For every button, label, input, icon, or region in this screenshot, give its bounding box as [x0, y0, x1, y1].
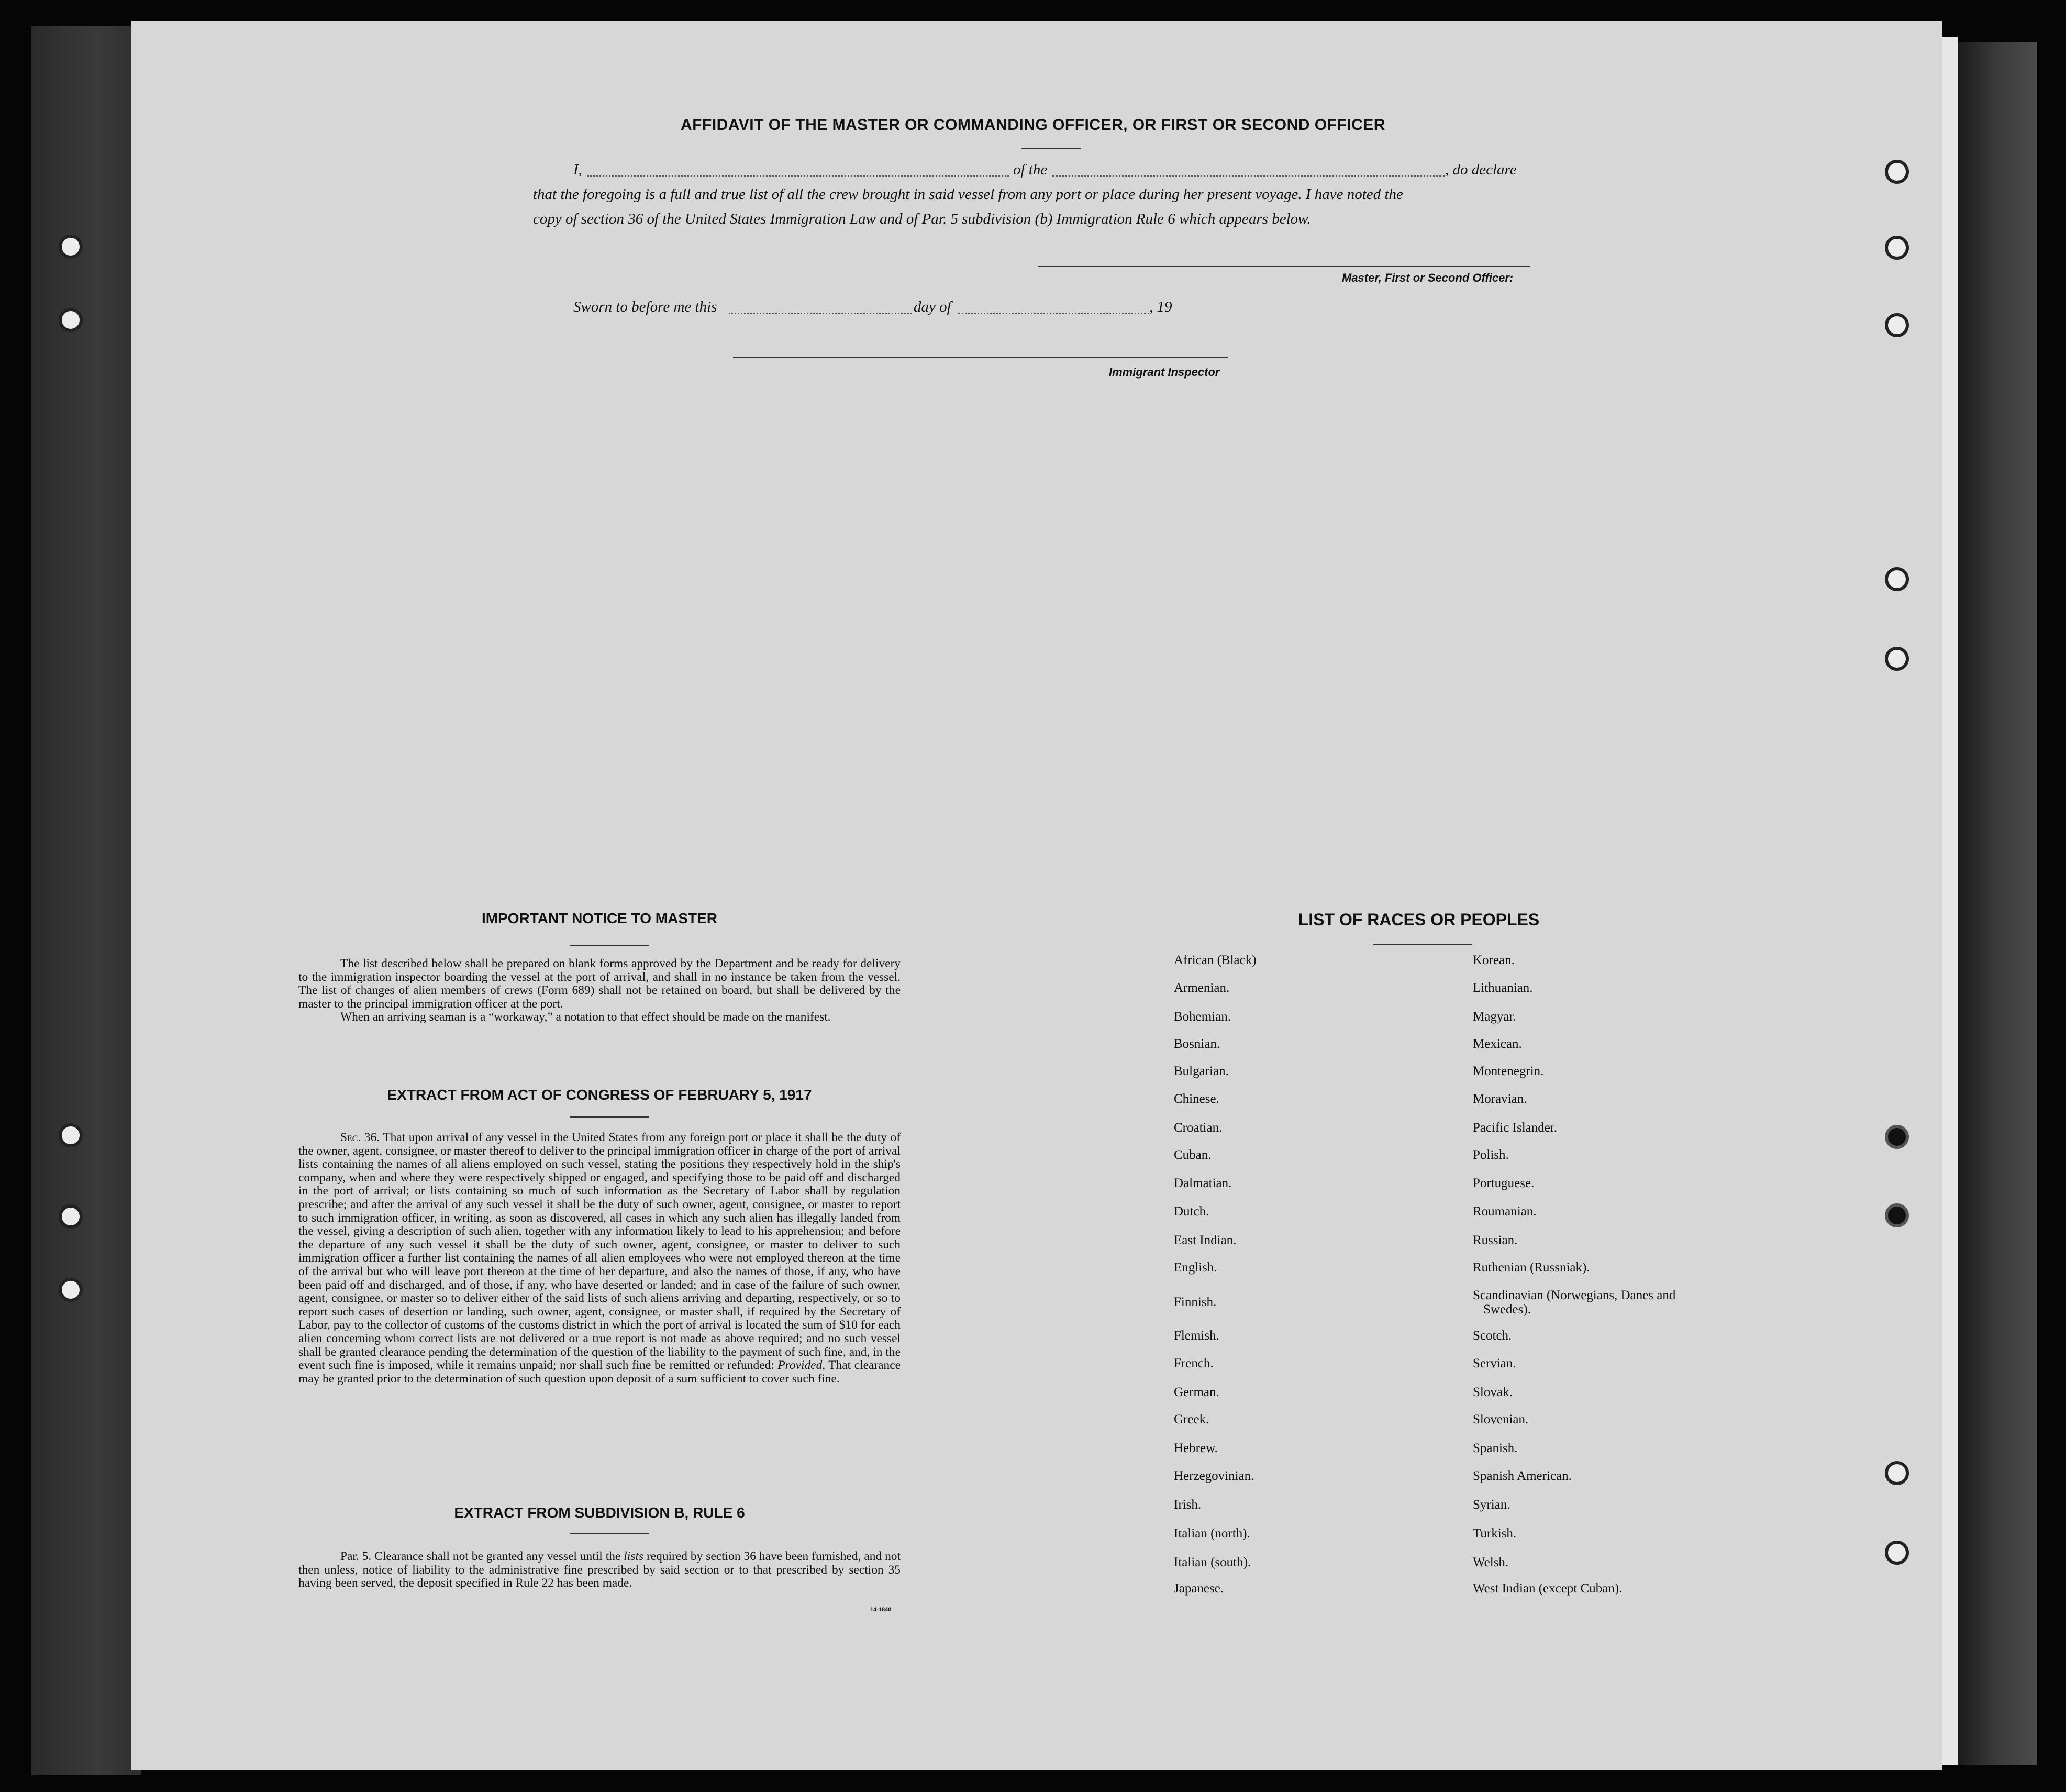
race-item: Dutch.	[1174, 1204, 1209, 1219]
inspector-label: Immigrant Inspector	[1109, 366, 1220, 379]
month-blank	[958, 313, 1149, 314]
race-item: Chinese.	[1174, 1092, 1219, 1106]
extract-act-rule	[570, 1116, 649, 1118]
race-item: Irish.	[1174, 1498, 1202, 1512]
notice-body	[298, 957, 901, 1024]
race-item: Cuban.	[1174, 1148, 1212, 1162]
races-rule	[1373, 944, 1472, 945]
race-item: Bohemian.	[1174, 1010, 1231, 1024]
extract-act-title: EXTRACT FROM ACT OF CONGRESS OF FEBRUARY 5, 1917	[387, 1087, 812, 1103]
race-item: Korean.	[1473, 953, 1515, 967]
binder-hole	[59, 308, 83, 332]
binder-hole	[1885, 1203, 1909, 1227]
name-blank	[587, 175, 1009, 177]
race-item: Russian.	[1473, 1233, 1518, 1247]
notice-paragraph: When an arriving seaman is a “workaway,” a notation to that effect should be made on the manifest.	[340, 1010, 831, 1024]
binder-hole	[1885, 647, 1909, 671]
inspector-signature-line	[733, 357, 1228, 358]
race-item: Magyar.	[1473, 1010, 1516, 1024]
binder-hole	[59, 1123, 83, 1147]
race-item: Italian (south).	[1174, 1555, 1251, 1569]
race-item: Bulgarian.	[1174, 1064, 1229, 1078]
race-item: Slovak.	[1473, 1385, 1513, 1399]
affidavit-line-2: that the foregoing is a full and true list of all the crew brought in said vessel from any port or place during her present voyage. I have noted the	[533, 186, 1403, 203]
race-item: Spanish American.	[1473, 1469, 1572, 1483]
right-binding	[1958, 42, 2037, 1765]
race-item: Scandinavian (Norwegians, Danes and Swedes).	[1473, 1288, 1676, 1317]
notice-rule	[570, 945, 649, 946]
extract-rule-body	[298, 1550, 901, 1590]
binder-hole	[1885, 236, 1909, 260]
sworn-year: , 19	[1149, 298, 1172, 315]
race-item: Japanese.	[1174, 1581, 1224, 1596]
vessel-blank	[1052, 175, 1445, 177]
binder-hole	[59, 1278, 83, 1302]
notice-title: IMPORTANT NOTICE TO MASTER	[481, 910, 718, 926]
affidavit-title: AFFIDAVIT OF THE MASTER OR COMMANDING OFFICER, OR FIRST OR SECOND OFFICER	[681, 116, 1385, 134]
race-item: Italian (north).	[1174, 1526, 1250, 1541]
race-item: Bosnian.	[1174, 1037, 1220, 1051]
affidavit-line-3: copy of section 36 of the United States Immigration Law and of Par. 5 subdivision (b) Immigration Rule 6 which appears below.	[533, 211, 1311, 227]
binder-hole	[59, 1204, 83, 1229]
section-label: Sec.	[340, 1131, 361, 1144]
master-label: Master, First or Second Officer:	[1342, 271, 1514, 284]
race-item: English.	[1174, 1260, 1217, 1275]
race-item: Montenegrin.	[1473, 1064, 1544, 1078]
race-item: Croatian.	[1174, 1121, 1223, 1135]
race-item: Polish.	[1473, 1148, 1509, 1162]
race-item: Finnish.	[1174, 1295, 1217, 1309]
rule-text-b: required by section 36 have been furnished, and not then unless, notice of liability to the administrative fine prescribed by said section or to that prescribed by section 35 having been served, the deposit specified in Rule 22 has been made.	[298, 1550, 901, 1590]
rule-text-a: Par. 5. Clearance shall not be granted any vessel until the	[340, 1550, 624, 1563]
affidavit-i: I,	[573, 161, 582, 178]
binder-hole	[1885, 313, 1909, 337]
affidavit-of-the: of the	[1013, 161, 1048, 178]
race-item: Armenian.	[1174, 981, 1230, 995]
race-item: Scotch.	[1473, 1329, 1512, 1343]
race-item: African (Black)	[1174, 953, 1257, 967]
title-rule	[1021, 148, 1081, 149]
race-item: Slovenian.	[1473, 1412, 1529, 1426]
affidavit-declare: , do declare	[1445, 161, 1517, 178]
race-item: Moravian.	[1473, 1092, 1527, 1106]
race-item: French.	[1174, 1356, 1214, 1370]
race-item: Herzegovinian.	[1174, 1469, 1254, 1483]
lists-word: lists	[624, 1550, 643, 1563]
races-title: LIST OF RACES OR PEOPLES	[1298, 910, 1540, 929]
binder-hole	[1885, 160, 1909, 184]
extract-act-body	[298, 1131, 901, 1386]
race-item: Flemish.	[1174, 1329, 1219, 1343]
race-item: West Indian (except Cuban).	[1473, 1581, 1623, 1596]
section-36-text: 36. That upon arrival of any vessel in the United States from any foreign port or place it shall be the duty of the owner, agent, consignee, or master thereof to deliver to the principal immigration officer in charge of the port of arrival lists containing the names of all aliens employed on such vessel, stating the positions they respectively hold in the ship's company, when and where they were respectively shipped or engaged, and specifying those to be paid off and discharged in the port of arrival; or lists containing so much of such information as the Secretary of Labor shall by regulation prescribe; and after the arrival of any such vessel it shall be the duty of such owner, agent, consignee, or master to report to such immigration officer, in writing, as soon as discovered, all cases in which any such alien has illegally landed from the vessel, giving a description of such alien, together with any information likely to lead to his apprehension; and before the departure of any such vessel it shall be the duty of such owner, agent, consignee, or master to deliver to such immigration officer a further list containing the names of all alien employees who were not employed thereon at the time of the arrival but who will leave port thereon at the time of her departure, and also the names of those, if any, who have been paid off and discharged, and of those, if any, who have deserted or landed; and in case of the failure of such owner, agent, consignee, or master so to deliver either of the said lists of such aliens arriving and departing, respectively, or so to report such cases of desertion or landing, such owner, agent, consignee, or master shall, if required by the Secretary of Labor, pay to the collector of customs of the customs district in which the port of arrival is located the sum of $10 for each alien concerning whom correct lists are not delivered or a true report is not made as above required; and no such vessel shall be granted clearance pending the determination of the question of the liability to the payment of such fine, and, in the event such fine is imposed, while it remains unpaid; nor shall such fine be remitted or refunded:	[298, 1131, 901, 1373]
left-binding	[31, 26, 141, 1775]
race-item: East Indian.	[1174, 1233, 1237, 1247]
master-signature-line	[1038, 266, 1530, 267]
binder-hole	[1885, 1541, 1909, 1565]
form-number: 14-1840	[870, 1607, 892, 1613]
sworn-day-of: day of	[914, 298, 951, 315]
race-item: Lithuanian.	[1473, 981, 1533, 995]
extract-rule-rule	[570, 1533, 649, 1534]
race-item: Portuguese.	[1473, 1176, 1535, 1190]
provided-word: Provided,	[777, 1358, 826, 1373]
binder-hole	[1885, 567, 1909, 591]
race-item: Roumanian.	[1473, 1204, 1537, 1219]
race-item: Ruthenian (Russniak).	[1473, 1260, 1590, 1275]
binder-hole	[1885, 1461, 1909, 1485]
race-item: Dalmatian.	[1174, 1176, 1232, 1190]
sworn-prefix: Sworn to before me this	[573, 298, 717, 315]
notice-paragraph: The list described below shall be prepared on blank forms approved by the Department and be ready for delivery to the immigration inspector boarding the vessel at the port of arrival, and shall in no instance be taken from the vessel. The list of changes of alien members of crews (Form 689) shall not be retained on board, but shall be delivered by the master to the principal immigration officer at the port.	[298, 957, 901, 1011]
race-item: Turkish.	[1473, 1526, 1517, 1541]
race-item: German.	[1174, 1385, 1219, 1399]
race-item: Pacific Islander.	[1473, 1121, 1558, 1135]
race-item: Mexican.	[1473, 1037, 1522, 1051]
day-blank	[729, 313, 912, 314]
binder-hole	[1885, 1125, 1909, 1149]
binder-hole	[59, 235, 83, 259]
race-item: Hebrew.	[1174, 1441, 1218, 1455]
race-item: Syrian.	[1473, 1498, 1510, 1512]
race-item: Welsh.	[1473, 1555, 1509, 1569]
section-36-text-end: That clearance may be granted prior to the determination of such question upon deposit of a sum sufficient to cover such fine.	[298, 1358, 901, 1386]
race-item: Servian.	[1473, 1356, 1516, 1370]
race-item: Spanish.	[1473, 1441, 1518, 1455]
extract-rule-title: EXTRACT FROM SUBDIVISION B, RULE 6	[454, 1505, 745, 1521]
race-item: Greek.	[1174, 1412, 1209, 1426]
